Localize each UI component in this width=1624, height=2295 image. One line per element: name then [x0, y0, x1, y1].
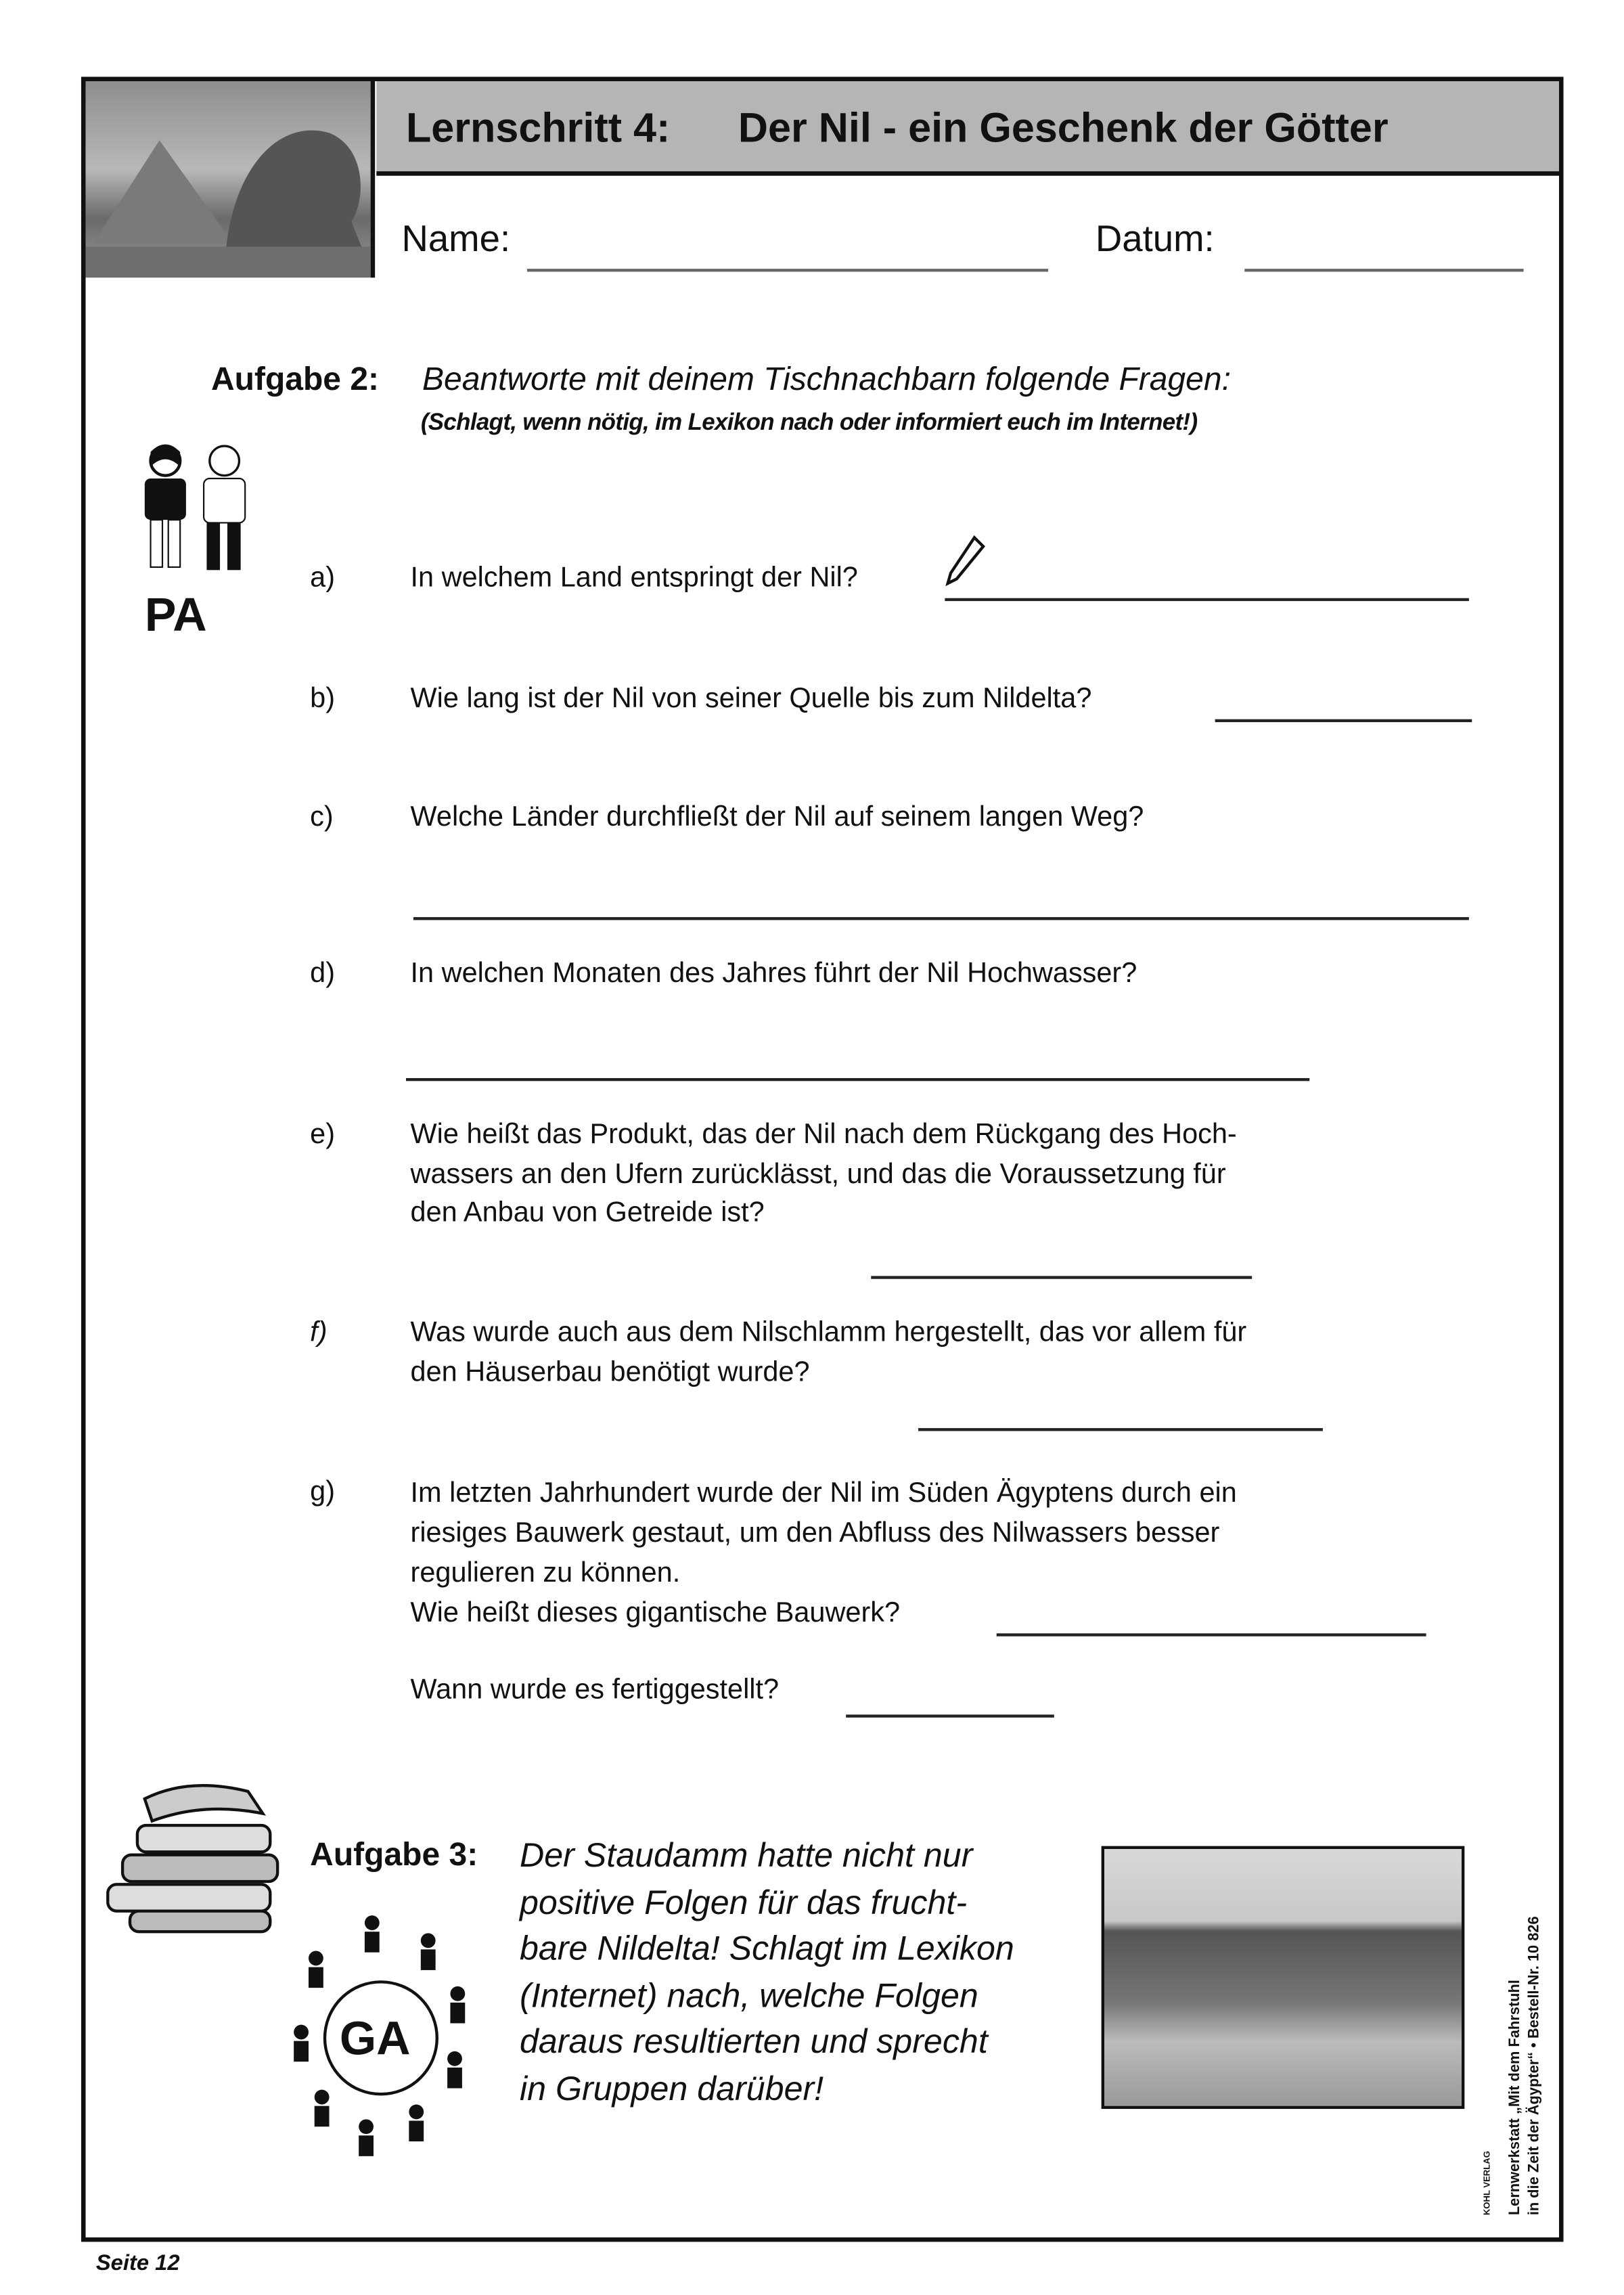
title-bar [376, 81, 1559, 176]
question-d [411, 956, 1137, 995]
question-c-letter: c) [310, 801, 334, 833]
answer-d-line[interactable] [406, 1078, 1309, 1081]
answer-f-line[interactable] [918, 1428, 1323, 1431]
task3-line: in Gruppen darüber! [519, 2068, 824, 2107]
sphinx-photo [86, 81, 376, 277]
answer-c-line[interactable] [413, 917, 1469, 920]
question-text: riesiges Bauwerk gestaut, um den Abfluss des Nilwassers besser [410, 1518, 1220, 1550]
ga-label: GA [339, 2011, 411, 2065]
publisher-sidebar [1506, 1916, 1544, 2215]
task3-line: Der Staudamm hatte nicht nur [519, 1835, 973, 1875]
books-icon [100, 1769, 292, 1939]
step-label: Lernschritt 4: [405, 104, 671, 151]
pa-label: PA [144, 587, 207, 642]
date-field[interactable] [1244, 269, 1523, 271]
question-text: Was wurde auch aus dem Nilschlamm hergestellt, das vor allem für [410, 1317, 1247, 1349]
answer-a-line[interactable] [945, 598, 1469, 601]
task3-line: daraus resultierten und sprecht [519, 2022, 988, 2061]
partner-work-icon [130, 440, 263, 576]
question-g [411, 1474, 1237, 1634]
task3-line: (Internet) nach, welche Folgen [519, 1975, 978, 2014]
question-b-letter: b) [310, 684, 336, 715]
question-text: Wie lang ist der Nil von seiner Quelle bis zum Nildelta? [410, 684, 1092, 715]
question-e-letter: e) [310, 1119, 336, 1151]
question-text: Wie heißt dieses gigantische Bauwerk? [410, 1598, 901, 1629]
dam-photo [1102, 1846, 1465, 2109]
sphinx-pyramid-image [86, 81, 376, 277]
answer-e-line[interactable] [871, 1276, 1252, 1278]
task3-text [520, 1833, 1014, 2112]
question-text: In welchen Monaten des Jahres führt der Nil Hochwasser? [410, 958, 1137, 990]
name-label: Name: [401, 218, 511, 261]
question-e [411, 1117, 1237, 1234]
task3-line: positive Folgen für das frucht- [519, 1882, 968, 1921]
question-text: regulieren zu können. [410, 1558, 681, 1589]
question-c [411, 799, 1144, 839]
answer-g1-line[interactable] [997, 1633, 1426, 1636]
question-text: wassers an den Ufern zurücklässt, und das die Voraussetzung für [410, 1158, 1226, 1190]
date-label: Datum: [1095, 218, 1215, 261]
question-a-letter: a) [310, 562, 336, 594]
task2-hint: (Schlagt, wenn nötig, im Lexikon nach oder informiert euch im Internet!) [420, 410, 1198, 436]
question-g-letter: g) [310, 1477, 336, 1508]
publisher-logo: KOHL VERLAG [1483, 2151, 1493, 2216]
task3-label: Aufgabe 3: [310, 1835, 478, 1873]
question-text: den Häuserbau benötigt wurde? [410, 1356, 810, 1388]
question-text: In welchem Land entspringt der Nil? [410, 562, 858, 594]
task3-line: bare Nildelta! Schlagt im Lexikon [519, 1928, 1014, 1967]
pencil-icon [945, 535, 986, 588]
question-b [411, 681, 1092, 720]
question-text: Wie heißt das Produkt, das der Nil nach dem Rückgang des Hoch- [410, 1119, 1237, 1151]
answer-g2-line[interactable] [846, 1714, 1054, 1717]
question-d-letter: d) [310, 958, 336, 990]
name-field[interactable] [527, 269, 1048, 271]
sidebar-line: Lernwerkstatt „Mit dem Fahrstuhl [1507, 1980, 1524, 2216]
question-a [411, 560, 858, 599]
question-f [411, 1314, 1247, 1393]
task2-label: Aufgabe 2: [210, 360, 380, 397]
sidebar-line: in die Zeit der Ägypter“ • Bestell-Nr. 10 826 [1526, 1916, 1543, 2216]
question-text: den Anbau von Getreide ist? [410, 1197, 765, 1229]
question-text: Welche Länder durchfließt der Nil auf seinem langen Weg? [410, 801, 1144, 833]
task2-instruction: Beantworte mit deinem Tischnachbarn folgende Fragen: [422, 360, 1231, 397]
question-text: Im letzten Jahrhundert wurde der Nil im Süden Ägyptens durch ein [410, 1478, 1237, 1510]
answer-b-line[interactable] [1215, 719, 1472, 722]
question-g-extra: Wann wurde es fertiggestellt? [410, 1674, 780, 1706]
question-f-letter: f) [310, 1317, 328, 1349]
page-title: Der Nil - ein Geschenk der Götter [738, 104, 1389, 151]
page-number: Seite 12 [95, 2250, 180, 2276]
